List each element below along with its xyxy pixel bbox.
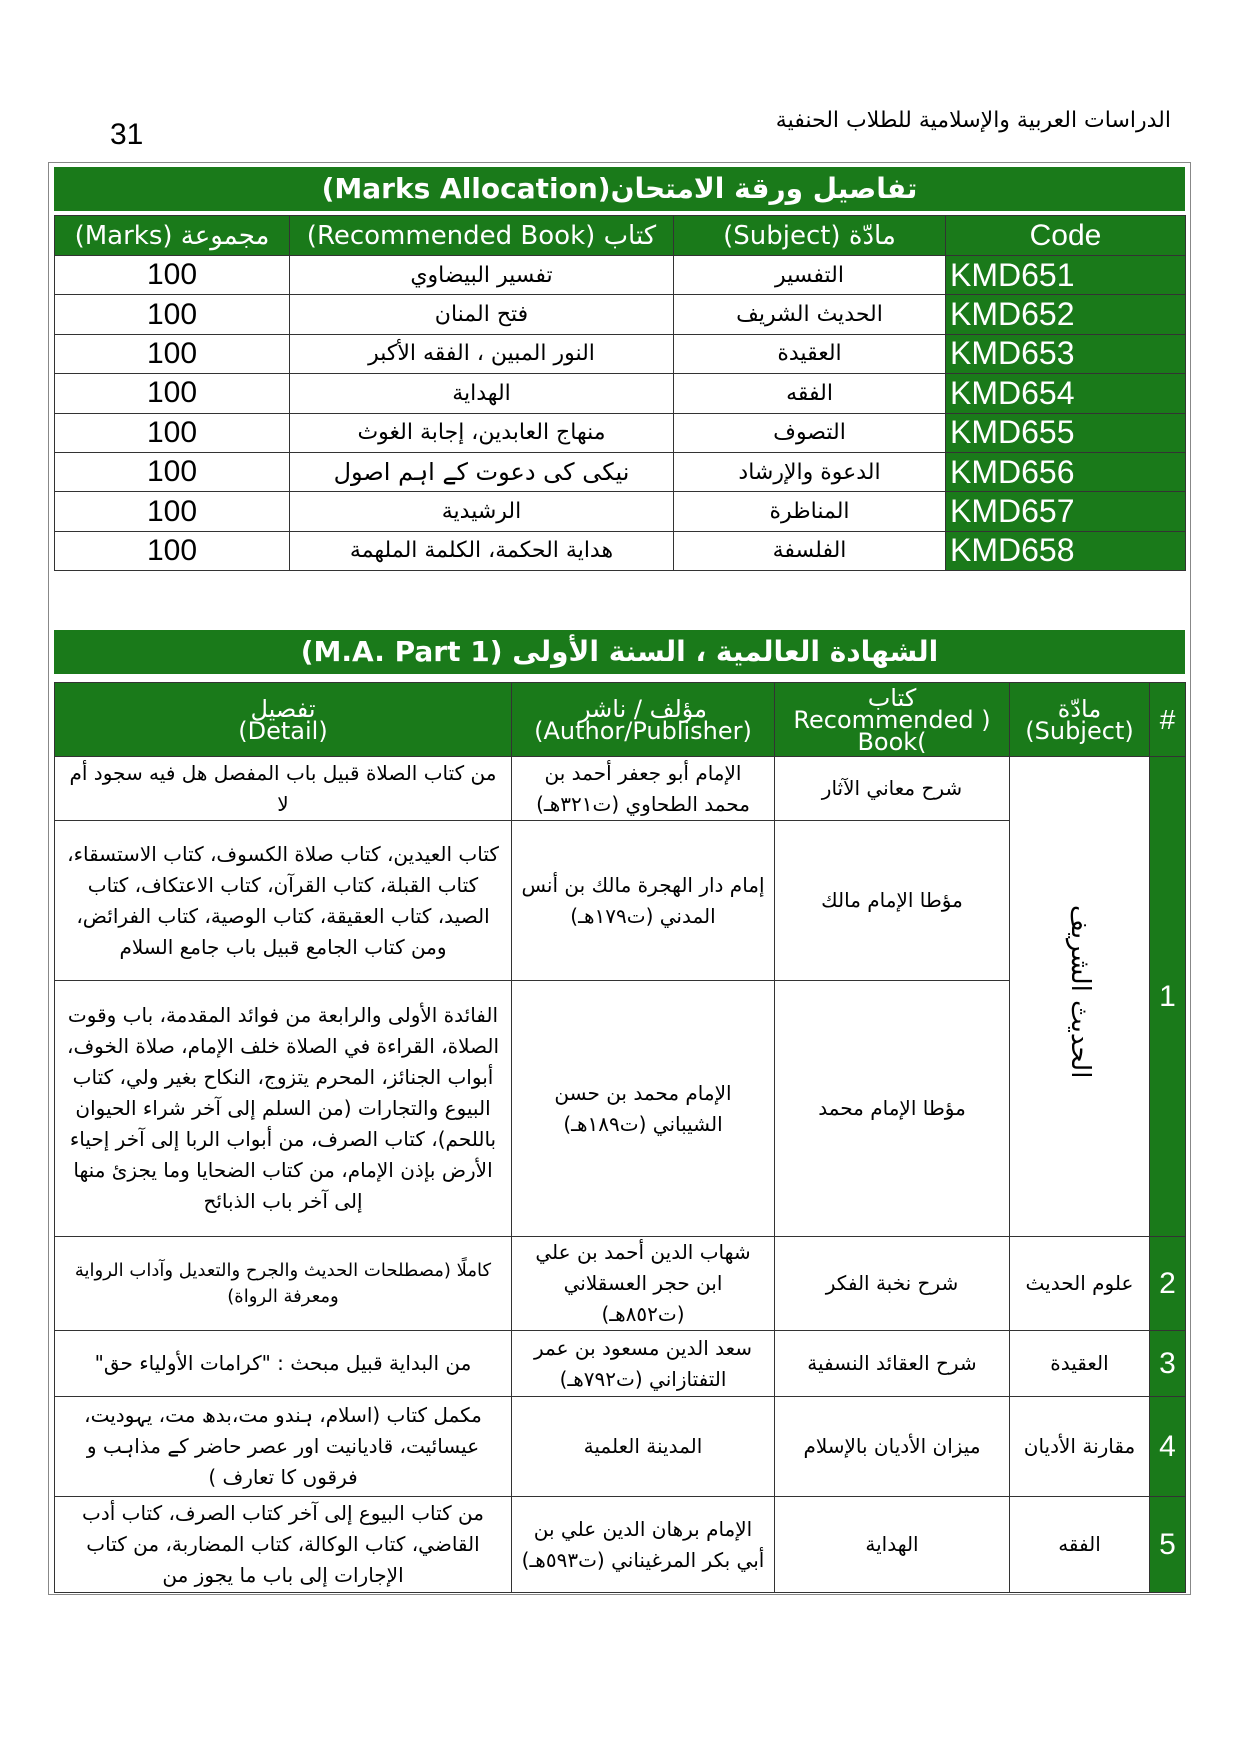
book-cell: النور المبين ، الفقه الأكبر (290, 334, 674, 373)
book-cell: فتح المنان (290, 295, 674, 334)
detail-cell: مکمل کتاب (اسلام، ہندو مت،بدھ مت، یہودیت، عیسائیت، قادیانیت اور عصر حاضر کے مذاہب و فرقوں کا تعارف ) (55, 1397, 512, 1497)
marks-cell: 100 (55, 492, 290, 531)
book-cell: مؤطا الإمام محمد (775, 981, 1010, 1237)
table-row (55, 374, 1186, 413)
table-row (55, 492, 1186, 531)
detail-cell: من كتاب البيوع إلى آخر كتاب الصرف، كتاب أدب القاضي، كتاب الوكالة، كتاب المضاربة، من كتاب الإجارات إلى باب ما يجوز من (55, 1497, 512, 1593)
header-subject-ar: مادّة (1057, 694, 1102, 723)
subject-cell: علوم الحديث (1010, 1237, 1150, 1331)
subject-cell (1010, 757, 1150, 1237)
subject-cell: الفلسفة (674, 531, 946, 570)
marks-cell: 100 (55, 452, 290, 491)
book-cell: شرح معاني الآثار (775, 757, 1010, 821)
author-cell: الإمام محمد بن حسن الشيباني (ت١٨٩هـ) (512, 981, 775, 1237)
code-cell: KMD658 (946, 531, 1186, 570)
author-cell: إمام دار الهجرة مالك بن أنس المدني (ت١٧٩هـ) (512, 821, 775, 981)
header-author-ar: مؤلف / ناشر (578, 694, 708, 723)
marks-cell: 100 (55, 374, 290, 413)
index-cell: 1 (1150, 757, 1186, 1237)
subject-cell: المناظرة (674, 492, 946, 531)
code-cell: KMD657 (946, 492, 1186, 531)
header-book-en: Recommended ) Book( (793, 705, 991, 756)
index-cell: 3 (1150, 1331, 1186, 1397)
table-row (55, 1331, 1186, 1397)
header-code: Code (946, 216, 1186, 256)
subject-cell: الحديث الشريف (674, 295, 946, 334)
header-book-ar: كتاب (867, 683, 917, 712)
book-cell: تفسير البيضاوي (290, 256, 674, 295)
marks-cell: 100 (55, 334, 290, 373)
exam-table (54, 215, 1186, 571)
marks-cell: 100 (55, 256, 290, 295)
exam-title-bar (54, 167, 1185, 211)
book-cell: الهداية (290, 374, 674, 413)
author-cell: سعد الدين مسعود بن عمر التفتازاني (ت٧٩٢هـ) (512, 1331, 775, 1397)
code-cell: KMD655 (946, 413, 1186, 452)
table-row (55, 295, 1186, 334)
table-row (55, 1237, 1186, 1331)
book-cell: الرشيدية (290, 492, 674, 531)
code-cell: KMD651 (946, 256, 1186, 295)
header-book: (Recommended Book) كتاب (290, 216, 674, 256)
code-cell: KMD652 (946, 295, 1186, 334)
detail-cell: كاملًا (مصطلحات الحديث والجرح والتعديل وآداب الرواية ومعرفة الرواة) (55, 1237, 512, 1331)
marks-cell: 100 (55, 413, 290, 452)
detail-cell: من البداية قبيل مبحث : "كرامات الأولياء حق" (55, 1331, 512, 1397)
ma-title-bar (54, 630, 1185, 674)
table-row (55, 452, 1186, 491)
ma-table (54, 682, 1186, 1593)
subject-cell: التصوف (674, 413, 946, 452)
subject-cell: الفقه (674, 374, 946, 413)
table-row (55, 531, 1186, 570)
book-cell: الهداية (775, 1497, 1010, 1593)
index-cell: 4 (1150, 1397, 1186, 1497)
table-row (55, 1397, 1186, 1497)
header-author-en: (Author/Publisher) (534, 716, 752, 745)
index-cell: 5 (1150, 1497, 1186, 1593)
book-cell: هداية الحكمة، الكلمة الملهمة (290, 531, 674, 570)
subject-cell: العقيدة (674, 334, 946, 373)
book-cell: منهاج العابدين، إجابة الغوث (290, 413, 674, 452)
header-subject (1010, 683, 1150, 757)
detail-cell: الفائدة الأولى والرابعة من فوائد المقدمة، باب وقوت الصلاة، القراءة في الصلاة خلف الإمام، صلاة الخوف، أبواب الجنائز، المحرم يتزوج، النكاح بغير ولي، كتاب البيوع والتجارات (من السلم إلى آخر شراء الحيوان باللحم)، كتاب الصرف، من أبواب الربا إلى آخر إحياء الأرض بإذن الإمام، من كتاب الضحايا وما يجزئ منها إلى آخر باب الذبائح (55, 981, 512, 1237)
header-subject: (Subject) مادّة (674, 216, 946, 256)
code-cell: KMD654 (946, 374, 1186, 413)
index-cell: 2 (1150, 1237, 1186, 1331)
table-row (55, 413, 1186, 452)
exam-title: تفاصيل ورقة الامتحان(Marks Allocation) (321, 172, 918, 205)
book-cell: شرح العقائد النسفية (775, 1331, 1010, 1397)
ma-title: الشهادة العالمية ، السنة الأولى (M.A. Part 1) (300, 635, 939, 668)
book-cell: نیکی کی دعوت کے اہم اصول (290, 452, 674, 491)
header-author (512, 683, 775, 757)
book-cell: مؤطا الإمام مالك (775, 821, 1010, 981)
code-cell: KMD653 (946, 334, 1186, 373)
author-cell: الإمام برهان الدين علي بن أبي بكر المرغيناني (ت٥٩٣هـ) (512, 1497, 775, 1593)
header-subject-en: (Subject) (1025, 716, 1134, 745)
subject-cell: التفسير (674, 256, 946, 295)
table-row (55, 1497, 1186, 1593)
author-cell: شهاب الدين أحمد بن علي ابن حجر العسقلاني (ت٨٥٢هـ) (512, 1237, 775, 1331)
subject-vertical-text: الحديث الشريف (1065, 905, 1095, 1079)
author-cell: المدينة العلمية (512, 1397, 775, 1497)
marks-cell: 100 (55, 531, 290, 570)
detail-cell: كتاب العيدين، كتاب صلاة الكسوف، كتاب الاستسقاء، كتاب القبلة، كتاب القرآن، كتاب الاعتكاف، كتاب الصيد، كتاب العقيقة، كتاب الوصية، كتاب الفرائض، ومن كتاب الجامع قبيل باب جامع السلام (55, 821, 512, 981)
marks-cell: 100 (55, 295, 290, 334)
table-row (55, 334, 1186, 373)
ma-header-row (55, 683, 1186, 757)
book-cell: ميزان الأديان بالإسلام (775, 1397, 1010, 1497)
header-index: # (1150, 683, 1186, 757)
header-detail-en: (Detail) (238, 716, 328, 745)
detail-cell: من كتاب الصلاة قبيل باب المفصل هل فيه سجود أم لا (55, 757, 512, 821)
header-detail-ar: تفصيل (250, 694, 316, 723)
header-book (775, 683, 1010, 757)
page-number: 31 (110, 118, 144, 151)
subject-cell: الدعوة والإرشاد (674, 452, 946, 491)
author-cell: الإمام أبو جعفر أحمد بن محمد الطحاوي (ت٣٢١هـ) (512, 757, 775, 821)
table-row (55, 256, 1186, 295)
running-header: الدراسات العربية والإسلامية للطلاب الحنفية (775, 108, 1171, 133)
table-row (55, 757, 1186, 821)
exam-header-row (55, 216, 1186, 256)
subject-cell: مقارنة الأديان (1010, 1397, 1150, 1497)
book-cell: شرح نخبة الفكر (775, 1237, 1010, 1331)
subject-cell: الفقه (1010, 1497, 1150, 1593)
header-detail (55, 683, 512, 757)
subject-cell: العقيدة (1010, 1331, 1150, 1397)
header-marks: (Marks) مجموعة (55, 216, 290, 256)
code-cell: KMD656 (946, 452, 1186, 491)
